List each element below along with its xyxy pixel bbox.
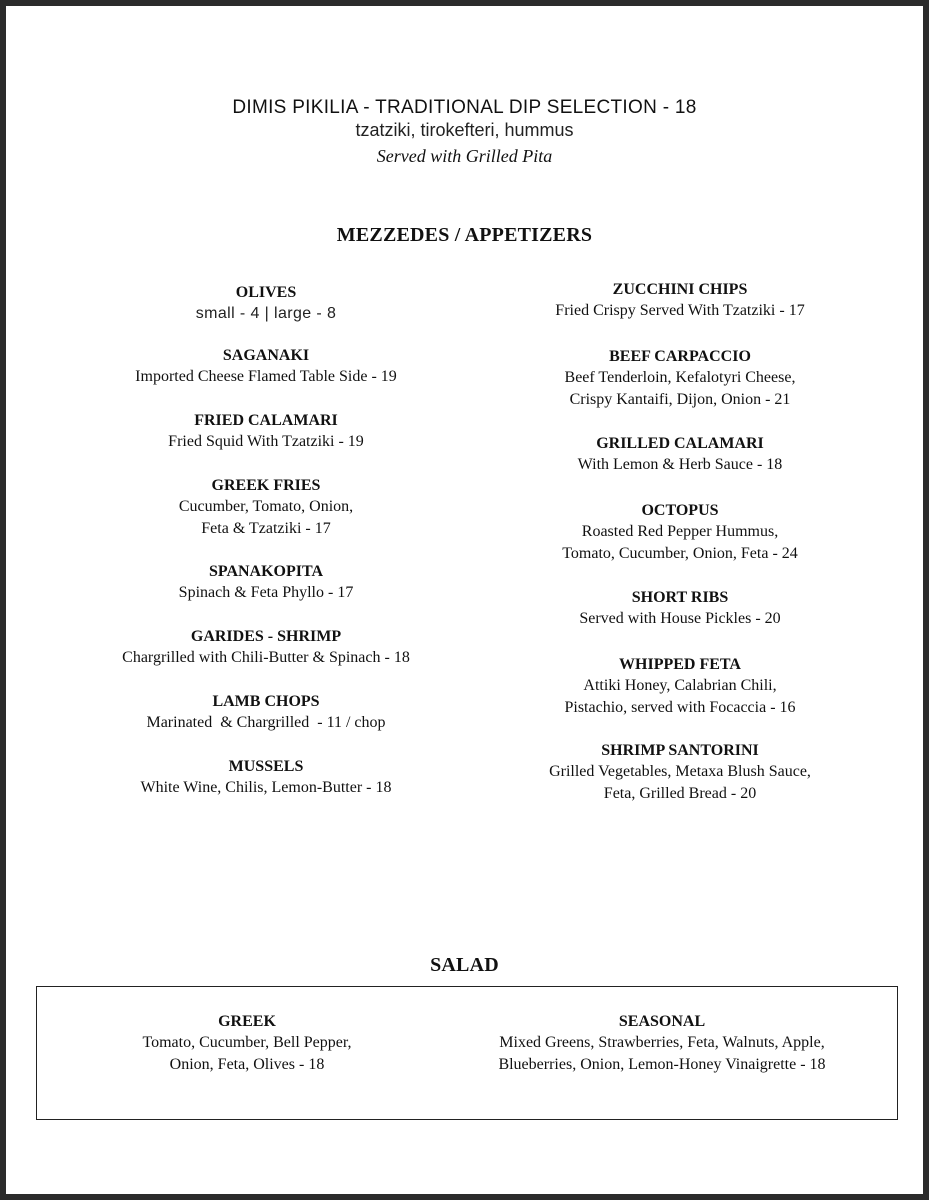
- item-description: Served with House Pickles - 20: [579, 610, 781, 627]
- item-name: GREEK FRIES: [211, 477, 321, 494]
- menu-item-grilled-calamari: [506, 433, 854, 500]
- item-name: SEASONAL: [618, 1013, 706, 1030]
- menu-item-octopus: [506, 500, 854, 587]
- menu-item-garides-shrimp: [96, 626, 436, 691]
- item-name: OCTOPUS: [641, 502, 719, 519]
- item-description: Spinach & Feta Phyllo - 17: [178, 584, 354, 601]
- item-description: Grilled Vegetables, Metaxa Blush Sauce,: [549, 763, 811, 780]
- menu-page: [6, 6, 923, 1194]
- item-description: Blueberries, Onion, Lemon-Honey Vinaigrette - 18: [498, 1055, 826, 1073]
- item-description: Fried Crispy Served With Tzatziki - 17: [555, 302, 805, 319]
- item-description: Tomato, Cucumber, Bell Pepper,: [142, 1034, 352, 1051]
- item-name: MUSSELS: [228, 758, 304, 775]
- menu-item-fried-calamari: [96, 410, 436, 475]
- menu-item-saganaki: [96, 345, 436, 410]
- menu-item-lamb-chops: [96, 691, 436, 756]
- item-description: Crispy Kantaifi, Dijon, Onion - 21: [569, 390, 791, 408]
- item-description: Cucumber, Tomato, Onion,: [178, 498, 354, 515]
- featured-subtitle: tzatziki, tirokefteri, hummus: [355, 120, 574, 140]
- item-description: Mixed Greens, Strawberries, Feta, Walnuts, Apple,: [499, 1034, 825, 1051]
- item-description: Chargrilled with Chili-Butter & Spinach - 18: [122, 649, 410, 666]
- menu-item-seasonal-salad: [467, 1011, 857, 1075]
- item-name: GRILLED CALAMARI: [596, 435, 764, 452]
- menu-item-whipped-feta: [506, 654, 854, 740]
- salad-box: [36, 986, 898, 1120]
- item-name: SHRIMP SANTORINI: [601, 742, 759, 759]
- menu-item-greek-salad: [97, 1011, 397, 1075]
- item-description: Roasted Red Pepper Hummus,: [581, 523, 779, 540]
- featured-title: DIMIS PIKILIA - TRADITIONAL DIP SELECTION - 18: [232, 97, 697, 118]
- item-description: Onion, Feta, Olives - 18: [169, 1055, 325, 1073]
- item-description: small - 4 | large - 8: [195, 305, 337, 322]
- mezzedes-right-column: [506, 279, 854, 827]
- menu-item-zucchini-chips: [506, 279, 854, 346]
- item-description: Feta, Grilled Bread - 20: [603, 784, 757, 802]
- menu-item-mussels: [96, 756, 436, 821]
- item-description: White Wine, Chilis, Lemon-Butter - 18: [140, 779, 392, 796]
- menu-item-short-ribs: [506, 587, 854, 654]
- mezzedes-heading: MEZZEDES / APPETIZERS: [336, 224, 593, 246]
- item-description: Feta & Tzatziki - 17: [201, 519, 331, 537]
- item-description: Beef Tenderloin, Kefalotyri Cheese,: [564, 369, 796, 386]
- item-name: FRIED CALAMARI: [194, 412, 338, 429]
- item-name: BEEF CARPACCIO: [609, 348, 751, 365]
- item-name: OLIVES: [235, 284, 297, 301]
- item-description: Attiki Honey, Calabrian Chili,: [583, 677, 777, 694]
- item-name: LAMB CHOPS: [212, 693, 320, 710]
- menu-item-beef-carpaccio: [506, 346, 854, 433]
- item-name: GREEK: [218, 1013, 276, 1030]
- menu-item-shrimp-santorini: [506, 740, 854, 827]
- featured-dip-selection: [6, 96, 923, 170]
- item-name: GARIDES - SHRIMP: [190, 628, 342, 645]
- item-name: SHORT RIBS: [631, 589, 729, 606]
- item-description: Pistachio, served with Focaccia - 16: [564, 698, 796, 716]
- mezzedes-left-column: [96, 282, 436, 821]
- featured-served-note: Served with Grilled Pita: [376, 146, 553, 166]
- item-name: SAGANAKI: [222, 347, 310, 364]
- item-description: Fried Squid With Tzatziki - 19: [168, 433, 364, 450]
- menu-item-olives: [96, 282, 436, 345]
- salad-heading: SALAD: [430, 954, 499, 976]
- item-name: SPANAKOPITA: [208, 563, 324, 580]
- item-description: Marinated & Chargrilled - 11 / chop: [146, 714, 386, 731]
- menu-item-greek-fries: [96, 475, 436, 561]
- item-description: Imported Cheese Flamed Table Side - 19: [135, 368, 397, 385]
- item-name: WHIPPED FETA: [619, 656, 741, 673]
- item-description: With Lemon & Herb Sauce - 18: [577, 456, 783, 473]
- item-name: ZUCCHINI CHIPS: [612, 281, 748, 298]
- menu-item-spanakopita: [96, 561, 436, 626]
- item-description: Tomato, Cucumber, Onion, Feta - 24: [562, 544, 798, 562]
